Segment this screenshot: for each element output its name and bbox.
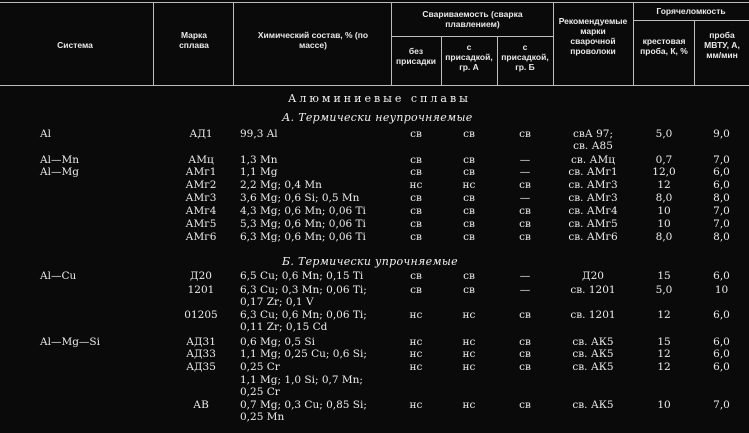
weld-filler-a-cell: св — [463, 166, 475, 178]
table-row — [0, 140, 749, 152]
chemistry-cell: 2,2 Mg; 0,4 Mn — [240, 179, 322, 191]
weld-no-filler-cell: нс — [409, 348, 423, 360]
grade-cell: АД31 — [186, 336, 216, 348]
wire-cell: св. АМг3 — [568, 192, 618, 204]
mvtu-sample-cell: 7,0 — [713, 218, 730, 230]
cross-sample-cell: 0,7 — [655, 154, 673, 166]
chemistry-cell: 0,25 Mn — [240, 411, 285, 423]
table-row — [0, 296, 749, 308]
weld-filler-a-cell: св — [463, 205, 475, 217]
weld-no-filler-cell: нс — [409, 336, 423, 348]
weld-filler-a-cell: нс — [462, 309, 476, 321]
mvtu-sample-cell: 7,0 — [713, 205, 730, 217]
table-row — [0, 179, 749, 191]
weld-no-filler-cell: нс — [409, 399, 423, 411]
weld-filler-b-cell: — — [519, 270, 531, 282]
table-row — [0, 336, 749, 348]
grade-cell: АД35 — [186, 361, 216, 373]
wire-cell: св. АК5 — [572, 348, 614, 360]
table-row — [0, 218, 749, 230]
wire-cell: св. АК5 — [572, 361, 614, 373]
weld-filler-b-cell: св — [519, 231, 531, 243]
header-top-rule — [0, 2, 749, 3]
weld-filler-a-cell: нс — [462, 399, 476, 411]
weld-filler-a-cell: св — [463, 270, 475, 282]
chemistry-cell: 0,7 Mg; 0,3 Cu; 0,85 Si; — [240, 399, 367, 411]
chemistry-cell: 6,3 Cu; 0,3 Mn; 0,06 Ti; — [240, 284, 367, 296]
col-divider — [153, 2, 154, 85]
mvtu-sample-cell: 7,0 — [713, 154, 730, 166]
grade-cell: АМг3 — [185, 192, 217, 204]
weld-filler-b-cell: св — [519, 205, 531, 217]
grade-cell: АД33 — [186, 348, 216, 360]
weld-no-filler-cell: св — [410, 270, 422, 282]
cross-sample-cell: 10 — [657, 218, 671, 230]
cross-sample-cell: 5,0 — [655, 284, 673, 296]
mvtu-sample-cell: 6,0 — [713, 179, 730, 191]
chemistry-cell: 6,3 Mg; 0,6 Mn; 0,06 Ti — [240, 231, 366, 243]
header-mvtu-sample: проба МВТУ, А, мм/мин — [704, 30, 740, 60]
weld-filler-b-cell: св — [519, 361, 531, 373]
grade-cell: АМг2 — [185, 179, 217, 191]
wire-cell: св. АМг6 — [568, 231, 618, 243]
hotcrack-rule — [634, 20, 749, 21]
wire-cell: Д20 — [582, 270, 604, 282]
table-row — [0, 192, 749, 204]
wire-cell: свА 97; — [573, 128, 613, 140]
cross-sample-cell: 15 — [657, 270, 671, 282]
weld-filler-a-cell: нс — [462, 336, 476, 348]
table-row — [0, 128, 749, 140]
mvtu-sample-cell: 6,0 — [713, 309, 730, 321]
weld-filler-a-cell: нс — [462, 179, 476, 191]
cross-sample-cell: 10 — [657, 205, 671, 217]
table-row — [0, 205, 749, 217]
header-wire: Рекомендуемые марки сварочной проволоки — [558, 16, 628, 56]
chemistry-cell: 0,25 Cr — [240, 386, 280, 398]
chemistry-cell: 99,3 Al — [240, 128, 278, 140]
weld-no-filler-cell: св — [410, 218, 422, 230]
header-hot-cracking: Горячеломкость — [656, 6, 726, 16]
table-row — [0, 231, 749, 243]
weld-filler-b-cell: св — [519, 336, 531, 348]
grade-cell: АМг4 — [185, 205, 217, 217]
header-system: Система — [57, 40, 93, 50]
section-a-title: А. Термически неупрочняемые — [282, 111, 473, 124]
col-divider — [553, 2, 554, 85]
grade-cell: АМг6 — [185, 231, 217, 243]
chemistry-cell: 3,6 Mg; 0,6 Si; 0,5 Mn — [240, 192, 360, 204]
mvtu-sample-cell: 6,0 — [713, 270, 730, 282]
chemistry-cell: 4,3 Mg; 0,6 Mn; 0,06 Ti — [240, 205, 366, 217]
weld-no-filler-cell: св — [410, 231, 422, 243]
header-weld-no-filler: без присадки — [396, 46, 436, 66]
table-row — [0, 284, 749, 296]
cross-sample-cell: 12 — [657, 309, 671, 321]
table-row — [0, 374, 749, 386]
chemistry-cell: 5,3 Mg; 0,6 Mn; 0,06 Ti — [240, 218, 366, 230]
section-b-title: Б. Термически упрочняемые — [282, 255, 458, 268]
cross-sample-cell: 12 — [657, 348, 671, 360]
weld-filler-a-cell: св — [463, 231, 475, 243]
mvtu-sample-cell: 6,0 — [713, 348, 730, 360]
table-row — [0, 411, 749, 423]
cross-sample-cell: 8,0 — [655, 231, 673, 243]
chemistry-cell: 1,1 Mg; 1,0 Si; 0,7 Mn; — [240, 374, 363, 386]
weld-filler-b-cell: св — [519, 399, 531, 411]
grade-cell: 1201 — [187, 284, 215, 296]
wire-cell: св. 1201 — [570, 284, 616, 296]
mvtu-sample-cell: 6,0 — [713, 166, 730, 178]
cross-sample-cell: 5,0 — [655, 128, 673, 140]
header-bottom-rule — [0, 85, 749, 86]
weld-filler-a-cell: нс — [462, 361, 476, 373]
weld-no-filler-cell: св — [410, 205, 422, 217]
weld-filler-b-cell: — — [519, 154, 531, 166]
weld-filler-b-cell: св — [519, 179, 531, 191]
system-cell: Al—Mn — [40, 154, 79, 166]
weld-filler-b-cell: св — [519, 218, 531, 230]
weld-no-filler-cell: св — [410, 166, 422, 178]
cross-sample-cell: 15 — [657, 336, 671, 348]
table-row — [0, 321, 749, 333]
header-weld-filler-a: с присадкой, гр. А — [445, 42, 493, 72]
col-divider — [633, 2, 634, 85]
chemistry-cell: 1,1 Mg; 0,25 Cu; 0,6 Si; — [240, 348, 367, 360]
wire-cell: св. А85 — [573, 140, 613, 152]
table-row — [0, 270, 749, 282]
chemistry-cell: 0,17 Zr; 0,1 V — [240, 296, 314, 308]
mvtu-sample-cell: 6,0 — [713, 361, 730, 373]
grade-cell: АМг1 — [185, 166, 217, 178]
table-row — [0, 348, 749, 360]
weld-filler-b-cell: — — [519, 166, 531, 178]
grade-cell: 01205 — [184, 309, 218, 321]
wire-cell: св. АМг5 — [568, 218, 618, 230]
mvtu-sample-cell: 10 — [714, 284, 729, 296]
weld-no-filler-cell: св — [410, 284, 422, 296]
col-divider — [441, 36, 442, 85]
system-cell: Al — [40, 128, 51, 140]
table-row — [0, 386, 749, 398]
weldability-rule — [391, 36, 553, 37]
wire-cell: св. АМг4 — [568, 205, 618, 217]
mvtu-sample-cell: 8,0 — [713, 192, 730, 204]
cross-sample-cell: 12 — [657, 361, 671, 373]
mvtu-sample-cell: 7,0 — [713, 399, 730, 411]
grade-cell: Д20 — [190, 270, 212, 282]
weld-filler-b-cell: св — [519, 348, 531, 360]
header-cross-sample: крестовая проба, К, % — [640, 36, 688, 56]
grade-cell: АВ — [193, 399, 209, 411]
table-row — [0, 309, 749, 321]
table-row — [0, 399, 749, 411]
weld-no-filler-cell: нс — [409, 179, 423, 191]
header-chemistry: Химический состав, % (по массе) — [257, 30, 369, 50]
mvtu-sample-cell: 8,0 — [713, 231, 730, 243]
wire-cell: св. АК5 — [572, 336, 614, 348]
wire-cell: св. АМг1 — [568, 166, 618, 178]
cross-sample-cell: 12 — [657, 179, 671, 191]
weld-filler-b-cell: — — [519, 284, 531, 296]
chemistry-cell: 1,3 Mn — [240, 154, 278, 166]
wire-cell: св. АМг3 — [568, 179, 618, 191]
mvtu-sample-cell: 6,0 — [713, 336, 730, 348]
weld-filler-b-cell: св — [519, 309, 531, 321]
weld-no-filler-cell: нс — [409, 309, 423, 321]
weld-no-filler-cell: св — [410, 128, 422, 140]
table-row — [0, 154, 749, 166]
weld-filler-a-cell: нс — [462, 348, 476, 360]
table-row — [0, 166, 749, 178]
grade-cell: АД1 — [189, 128, 213, 140]
wire-cell: св. АМц — [571, 154, 615, 166]
col-divider — [391, 2, 392, 85]
weld-no-filler-cell: св — [410, 154, 422, 166]
table-row — [0, 361, 749, 373]
cross-sample-cell: 10 — [657, 399, 671, 411]
wire-cell: св. АК5 — [572, 399, 614, 411]
col-divider — [694, 20, 695, 85]
chemistry-cell: 6,5 Cu; 0,6 Mn; 0,15 Ti — [240, 270, 364, 282]
mvtu-sample-cell: 9,0 — [713, 128, 730, 140]
grade-cell: АМц — [188, 154, 214, 166]
header-grade: Марка сплава — [179, 30, 209, 50]
col-divider — [497, 36, 498, 85]
weld-filler-a-cell: св — [463, 218, 475, 230]
weld-filler-b-cell: св — [519, 128, 531, 140]
weld-no-filler-cell: нс — [409, 361, 423, 373]
weld-filler-b-cell: — — [519, 192, 531, 204]
system-cell: Al—Cu — [40, 270, 77, 282]
weld-filler-a-cell: св — [463, 154, 475, 166]
col-divider — [233, 2, 234, 85]
header-weldability: Свариваемость (сварка плавлением) — [422, 9, 523, 29]
weld-no-filler-cell: св — [410, 192, 422, 204]
chemistry-cell: 0,6 Mg; 0,5 Si — [240, 336, 315, 348]
section-main-title: Алюминиевые сплавы — [288, 92, 471, 105]
system-cell: Al—Mg—Si — [40, 336, 100, 348]
grade-cell: АМг5 — [185, 218, 217, 230]
header-weld-filler-b: с присадкой, гр. Б — [501, 42, 549, 72]
weld-filler-a-cell: св — [463, 192, 475, 204]
cross-sample-cell: 12,0 — [652, 166, 676, 178]
chemistry-cell: 0,11 Zr; 0,15 Cd — [240, 321, 328, 333]
weld-filler-a-cell: св — [463, 128, 475, 140]
chemistry-cell: 1,1 Mg — [240, 166, 278, 178]
system-cell: Al—Mg — [40, 166, 79, 178]
chemistry-cell: 0,25 Cr — [240, 361, 280, 373]
weld-filler-a-cell: св — [463, 284, 475, 296]
wire-cell: св. 1201 — [570, 309, 616, 321]
chemistry-cell: 6,3 Cu; 0,6 Mn; 0,06 Ti; — [240, 309, 367, 321]
cross-sample-cell: 8,0 — [655, 192, 673, 204]
